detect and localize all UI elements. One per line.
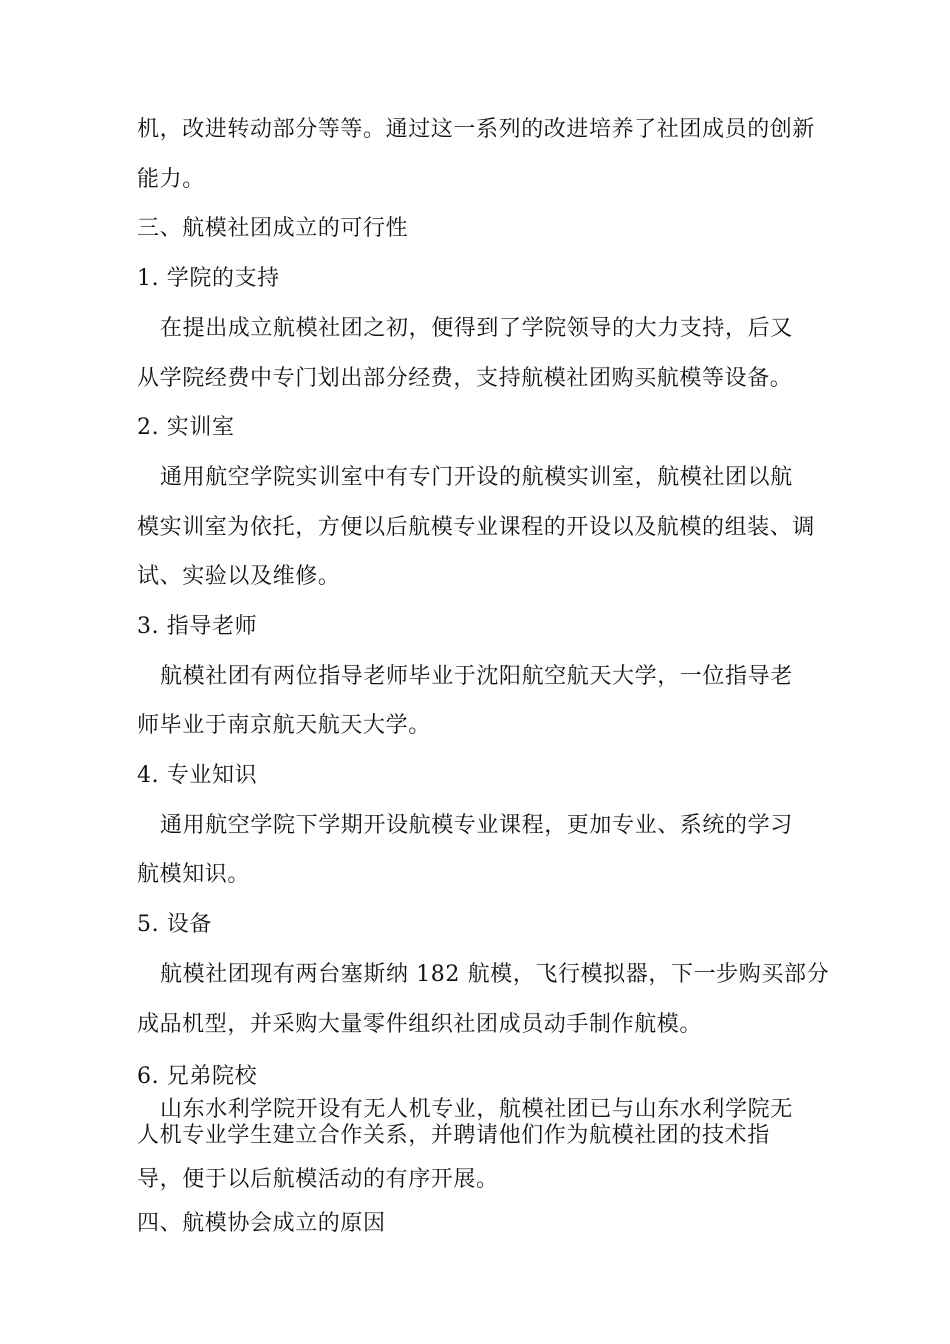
paragraph-line: 成品机型，并采购大量零件组织社团成员动手制作航模。 [137,1012,703,1037]
subsection-heading: 5. 设备 [137,912,212,937]
paragraph-line: 通用航空学院下学期开设航模专业课程，更加专业、系统的学习 [160,813,793,838]
paragraph-line: 航模知识。 [137,862,251,887]
paragraph-line: 在提出成立航模社团之初，便得到了学院领导的大力支持，后又 [160,316,793,341]
paragraph-line: 机，改进转动部分等等。通过这一系列的改进培养了社团成员的创新 [137,117,816,142]
paragraph-line: 通用航空学院实训室中有专门开设的航模实训室，航模社团以航 [160,465,793,490]
section-heading: 四、航模协会成立的原因 [137,1211,386,1236]
paragraph-line: 航模社团有两位指导老师毕业于沈阳航空航天大学，一位指导老 [160,664,793,689]
paragraph-line: 航模社团现有两台塞斯纳 182 航模，飞行模拟器，下一步购买部分 [160,962,830,987]
subsection-heading: 1. 学院的支持 [137,266,280,291]
paragraph-line: 试、实验以及维修。 [137,564,341,589]
paragraph-line: 人机专业学生建立合作关系，并聘请他们作为航模社团的技术指 [137,1123,770,1148]
subsection-heading: 4. 专业知识 [137,763,258,788]
paragraph-line: 模实训室为依托，方便以后航模专业课程的开设以及航模的组装、调 [137,515,816,540]
paragraph-line: 从学院经费中专门划出部分经费，支持航模社团购买航模等设备。 [137,366,793,391]
paragraph-line: 山东水利学院开设有无人机专业，航模社团已与山东水利学院无 [160,1097,793,1122]
paragraph-line: 能力。 [137,167,205,192]
paragraph-line: 导，便于以后航模活动的有序开展。 [137,1167,499,1192]
paragraph-line: 师毕业于南京航天航天大学。 [137,713,431,738]
subsection-heading: 3. 指导老师 [137,614,258,639]
subsection-heading: 6. 兄弟院校 [137,1064,258,1089]
section-heading: 三、航模社团成立的可行性 [137,216,409,241]
subsection-heading: 2. 实训室 [137,415,235,440]
